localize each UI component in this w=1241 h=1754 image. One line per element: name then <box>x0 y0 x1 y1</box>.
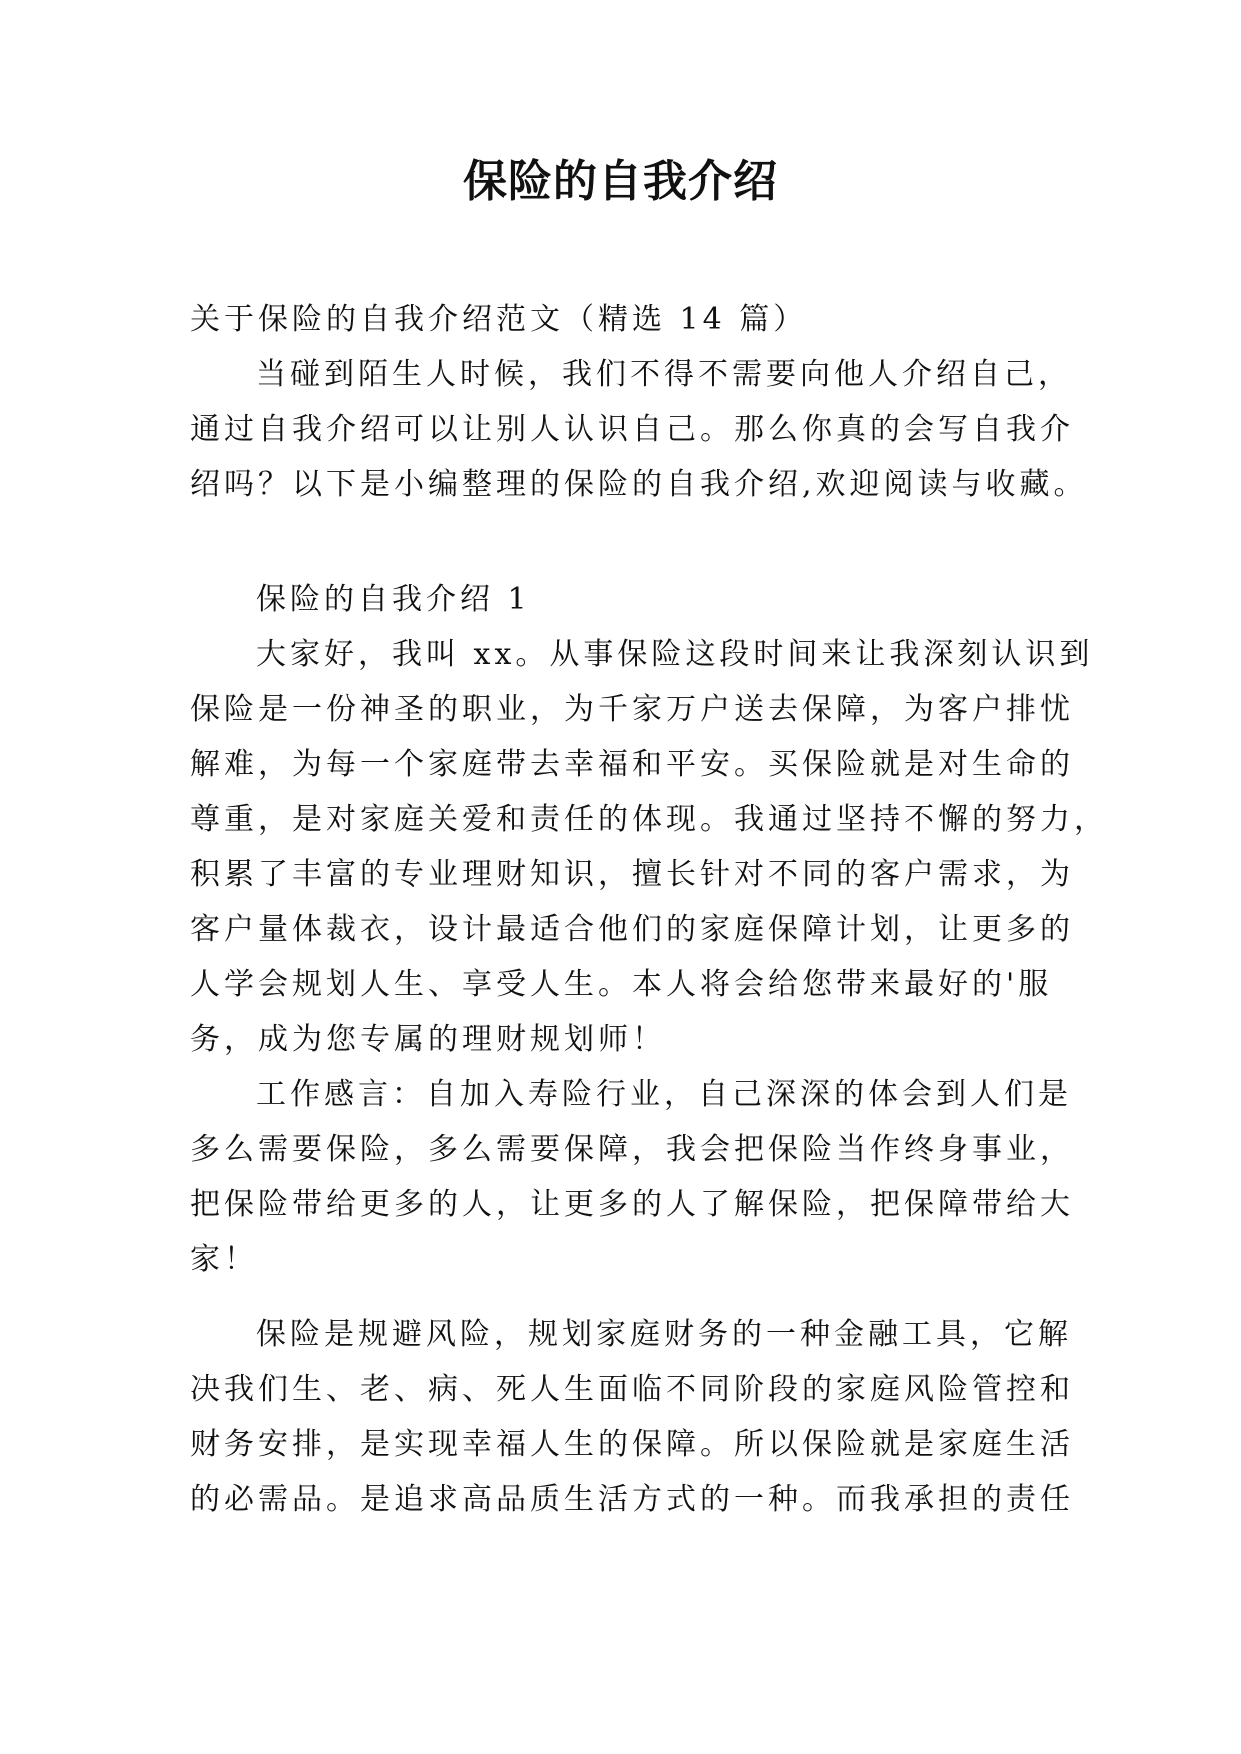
intro-line: 当碰到陌生人时候，我们不得不需要向他人介绍自己， <box>256 357 1072 392</box>
paragraph-line: 积累了丰富的专业理财知识，擅长针对不同的客户需求，为 <box>190 857 1074 892</box>
paragraph-line: 把保险带给更多的人，让更多的人了解保险，把保障带给大 <box>190 1187 1074 1222</box>
paragraph-line: 大家好，我叫 xx。从事保险这段时间来让我深刻认识到 <box>256 637 1094 672</box>
intro-line: 通过自我介绍可以让别人认识自己。那么你真的会写自我介 <box>190 412 1074 447</box>
paragraph-line: 保险是一份神圣的职业，为千家万户送去保障，为客户排忧 <box>190 692 1074 727</box>
paragraph-spacer <box>190 1287 1060 1307</box>
paragraph-line: 客户量体裁衣，设计最适合他们的家庭保障计划，让更多的 <box>190 912 1074 947</box>
paragraph-spacer <box>190 512 1060 572</box>
paragraph-line: 财务安排，是实现幸福人生的保障。所以保险就是家庭生活 <box>190 1427 1074 1462</box>
document-subtitle: 关于保险的自我介绍范文（精选 14 篇） <box>190 302 808 337</box>
document-title: 保险的自我介绍 <box>463 156 778 207</box>
paragraph-line: 保险是规避风险，规划家庭财务的一种金融工具，它解 <box>256 1317 1072 1352</box>
paragraph-line: 家！ <box>190 1242 258 1277</box>
paragraph-line: 尊重，是对家庭关爱和责任的体现。我通过坚持不懈的努力， <box>190 802 1108 837</box>
paragraph-line: 人学会规划人生、享受人生。本人将会给您带来最好的'服 <box>190 967 1053 1002</box>
intro-line: 绍吗？以下是小编整理的保险的自我介绍,欢迎阅读与收藏。 <box>190 467 1088 502</box>
section-heading: 保险的自我介绍 1 <box>256 582 531 617</box>
paragraph-line: 解难，为每一个家庭带去幸福和平安。买保险就是对生命的 <box>190 747 1074 782</box>
document-body <box>190 292 1108 1527</box>
paragraph-line: 务，成为您专属的理财规划师！ <box>190 1022 666 1057</box>
paragraph-line: 工作感言：自加入寿险行业，自己深深的体会到人们是 <box>256 1077 1072 1112</box>
paragraph-line: 多么需要保险，多么需要保障，我会把保险当作终身事业， <box>190 1132 1074 1167</box>
paragraph-line: 的必需品。是追求高品质生活方式的一种。而我承担的责任 <box>190 1482 1074 1517</box>
paragraph-line: 决我们生、老、病、死人生面临不同阶段的家庭风险管控和 <box>190 1372 1074 1407</box>
